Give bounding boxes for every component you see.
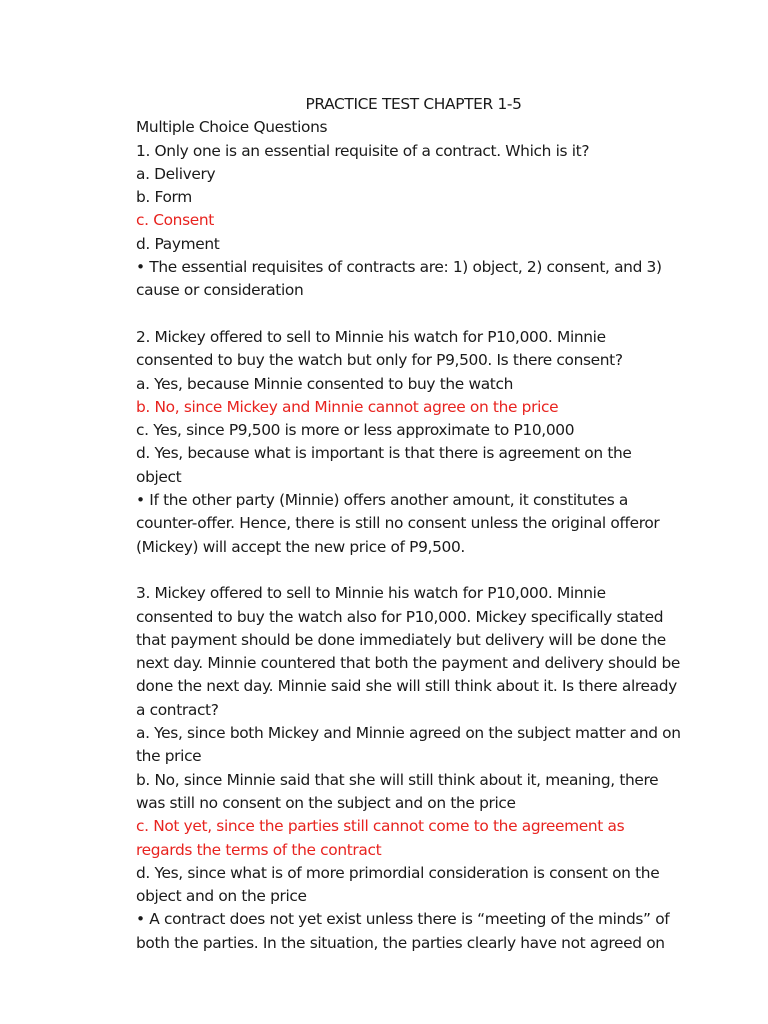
option-a: a. Yes, since both Mickey and Minnie agreed on the subject matter and on the price bbox=[136, 724, 681, 766]
option-a: a. Yes, because Minnie consented to buy the watch bbox=[136, 374, 513, 393]
document-page bbox=[136, 93, 681, 955]
explanation-text: • A contract does not yet exist unless there is “meeting of the minds” of both the parties. In the situation, the parties clearly have not agreed on bbox=[136, 910, 670, 952]
option-d: d. Payment bbox=[136, 234, 220, 253]
question-block-2 bbox=[136, 326, 681, 559]
question-text: 1. Only one is an essential requisite of a contract. Which is it? bbox=[136, 141, 590, 160]
option-b: b. No, since Minnie said that she will still think about it, meaning, there was still no consent on the subject and on the price bbox=[136, 770, 659, 812]
paragraph-spacer bbox=[136, 559, 681, 582]
explanation-text: • The essential requisites of contracts are: 1) object, 2) consent, and 3) cause or consideration bbox=[136, 258, 662, 300]
option-a: a. Delivery bbox=[136, 164, 216, 183]
section-heading: Multiple Choice Questions bbox=[136, 118, 328, 137]
correct-answer-option-c: c. Not yet, since the parties still cannot come to the agreement as regards the terms of the contract bbox=[136, 817, 625, 859]
option-b: b. Form bbox=[136, 188, 192, 207]
question-text: 2. Mickey offered to sell to Minnie his watch for P10,000. Minnie consented to buy the watch but only for P9,500. Is there consent? bbox=[136, 327, 623, 370]
correct-answer-option-c: c. Consent bbox=[136, 211, 214, 230]
option-d: d. Yes, because what is important is that there is agreement on the object bbox=[136, 444, 632, 486]
correct-answer-option-b: b. No, since Mickey and Minnie cannot agree on the price bbox=[136, 397, 559, 416]
explanation-text: • If the other party (Minnie) offers another amount, it constitutes a counter-offer. Hence, there is still no consent unless the original offeror (Mickey) will accept the new price of P9,500. bbox=[136, 491, 660, 556]
question-block-3 bbox=[136, 582, 681, 955]
question-block-1 bbox=[136, 140, 681, 303]
option-d: d. Yes, since what is of more primordial consideration is consent on the object and on the price bbox=[136, 863, 660, 906]
option-c: c. Yes, since P9,500 is more or less approximate to P10,000 bbox=[136, 421, 575, 440]
paragraph-spacer bbox=[136, 303, 681, 326]
question-text: 3. Mickey offered to sell to Minnie his watch for P10,000. Minnie consented to buy the watch also for P10,000. Mickey specifically stated that payment should be done immediately but delivery will be done the next day. Minnie countered that both the payment and delivery should be done the next day. Minnie said she will still think about it. Is there already a contract? bbox=[136, 584, 681, 719]
document-title: PRACTICE TEST CHAPTER 1-5 bbox=[305, 95, 522, 113]
